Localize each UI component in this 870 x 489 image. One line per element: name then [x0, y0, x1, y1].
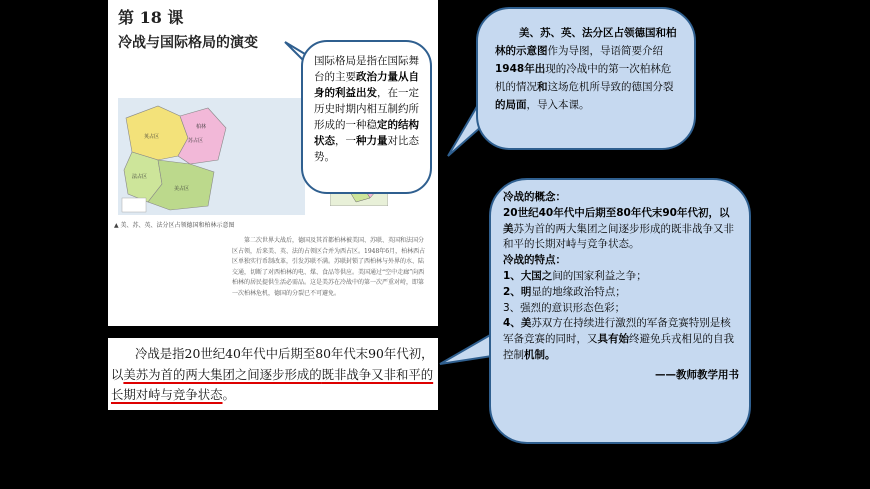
lesson-number: 第 18 课	[118, 8, 184, 27]
source-citation: ——教师教学用书	[655, 368, 739, 381]
feature-2: 2、明显的地缘政治特点；	[503, 285, 626, 298]
map-caption: ▲ 美、苏、英、法分区占领德国和柏林示意图	[114, 222, 235, 229]
map-label-fr: 法占区	[132, 174, 148, 180]
textbook-paragraph: 第二次世界大战后，德国及其首都柏林被美国、苏联、英国和法国分区占领，后来美、英、法的占领区合并为西占区。1948年6月，柏林西占区单独实行币制改革，引发苏联不满。苏联封锁了西柏林与外界的水、陆交通，切断了对西柏林的电、煤、食品等供应。美国通过“空中走廊”向西柏林的居民提供生活必需品。这是美苏在冷战中的第一次严重对峙，即第一次柏林危机，德国的分裂已不可避免。	[232, 237, 426, 297]
bubble-tail-coldwar	[438, 330, 494, 368]
map-label-uk: 英占区	[144, 134, 160, 140]
concept-heading: 冷战的概念：	[503, 191, 566, 203]
map-legend	[122, 198, 146, 212]
occupation-map	[118, 98, 305, 215]
coldwar-text: 冷战的概念： 20世纪40年代中后期至80年代末90年代初，以美苏为首的两大集团之间逐步形成的既非战争又非和平的长期对峙与竞争状态。 冷战的特点： 1、大国之间的国家利益之争； 2、明显的地缘政治特点； 3、强烈的意识形态色彩； 4、美苏双方在持续进行激烈的军备竞赛特别是核军备竞赛的同时，又具有始终避免兵戎相见的自我控制机制。 ——教师教学用书	[503, 190, 739, 384]
features-heading: 冷战的特点：	[503, 254, 566, 267]
intro-text: 美、苏、英、法分区占领德国和柏林的示意图作为导图，导语简要介绍1948年出现的冷战中的第一次柏林危机的情况和这场危机所导致的德国分裂的局面，导入本课。	[495, 27, 677, 111]
quote-strip	[108, 338, 438, 410]
coldwar-bubble	[489, 178, 751, 444]
feature-3: 3、强烈的意识形态色彩；	[503, 301, 626, 314]
map-label-su: 苏占区	[188, 138, 204, 144]
lesson-title: 冷战与国际格局的演变	[118, 35, 258, 51]
definition-bubble	[301, 40, 432, 194]
definition-text: 国际格局是指在国际舞台的主要政治力量从自身的利益出发，在一定历史时期内相互制约所形成的一种稳定的结构状态，一种力量对比态势。	[314, 55, 419, 163]
intro-bubble	[476, 7, 696, 150]
feature-1: 1、大国之间的国家利益之争；	[503, 269, 647, 282]
quote-text: 冷战是指20世纪40年代中后期至80年代末90年代初，以美苏为首的两大集团之间逐步形成的既非战争又非和平的长期对峙与竞争状态。	[111, 346, 434, 402]
map-label-us: 美占区	[174, 186, 190, 192]
feature-4: 4、美苏双方在持续进行激烈的军备竞赛特别是核军备竞赛的同时，又具有始终避免兵戎相见的自我控制机制。	[503, 317, 734, 361]
map-label-berlin: 柏林	[196, 124, 207, 130]
